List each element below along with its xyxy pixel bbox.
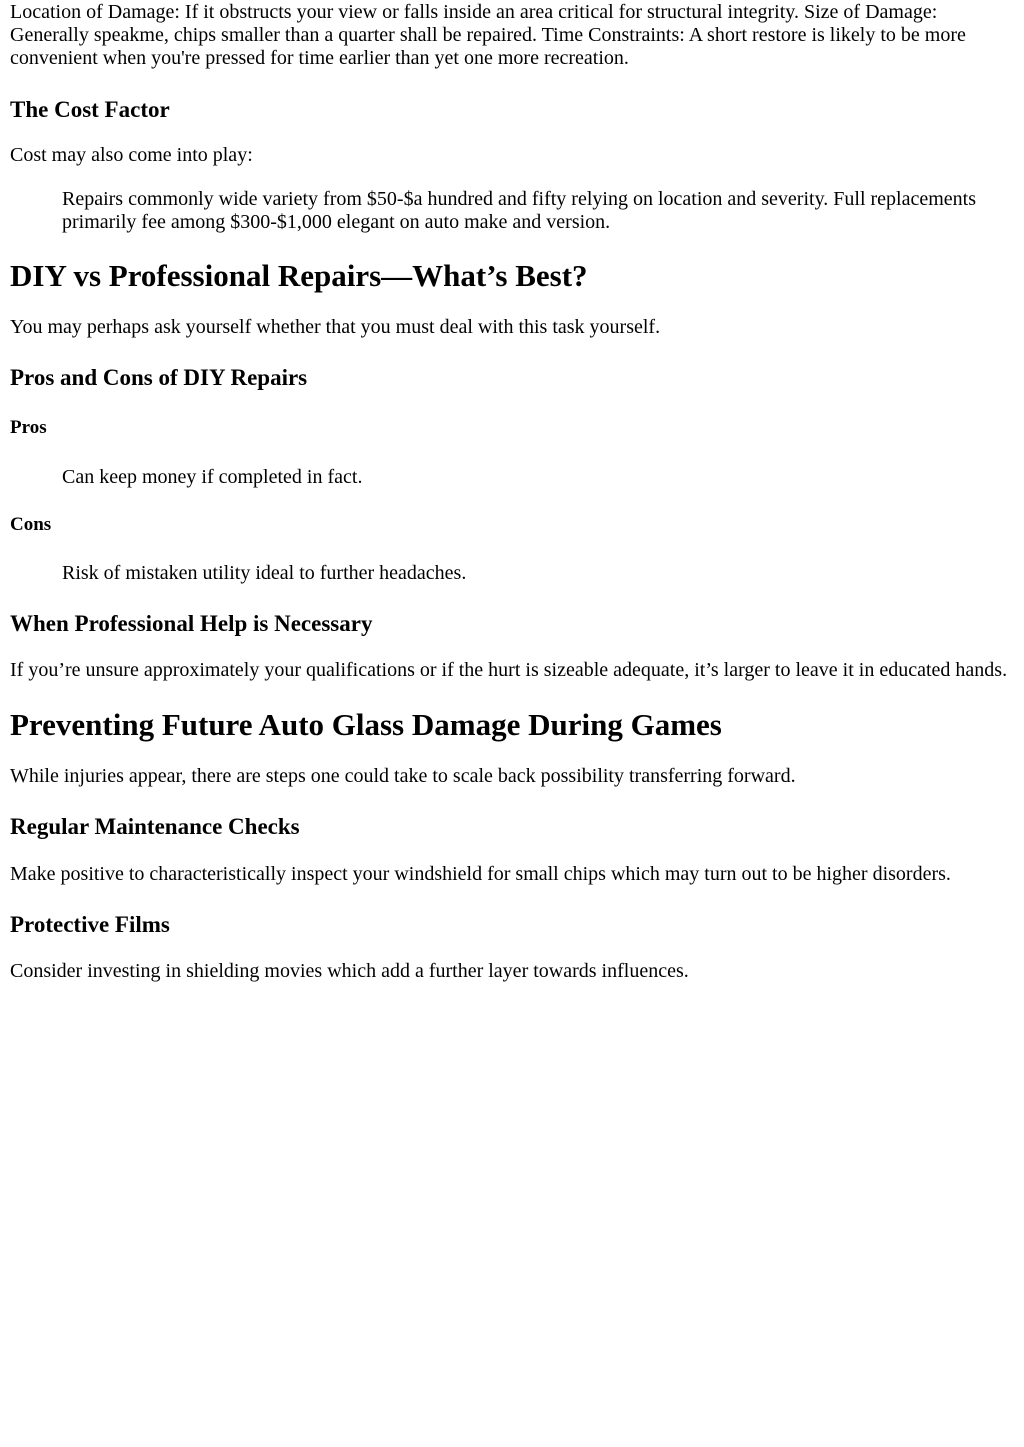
cost-factor-lead: Cost may also come into play: xyxy=(10,144,253,166)
cost-factor-heading: The Cost Factor xyxy=(10,97,170,122)
pros-text: Can keep money if completed in fact. xyxy=(62,466,363,488)
pros-label: Pros xyxy=(10,417,47,438)
protective-films-heading: Protective Films xyxy=(10,912,170,937)
intro-paragraph: Location of Damage: If it obstructs your view or falls inside an area critical for structural integrity. Size of Damage: Generally speakme, chips smaller than a quarter shall be repaired. Time Constraints: A short restore is likely to be more convenient when you're pressed for time earlier than yet one more recreation. xyxy=(10,1,966,69)
prevention-section-heading: Preventing Future Auto Glass Damage During Games xyxy=(10,707,722,742)
article-body xyxy=(0,1,1024,983)
diy-section-lead: You may perhaps ask yourself whether that you must deal with this task yourself. xyxy=(10,316,661,338)
cons-label: Cons xyxy=(10,514,52,535)
professional-help-heading: When Professional Help is Necessary xyxy=(10,611,373,636)
protective-films-text: Consider investing in shielding movies which add a further layer towards influences. xyxy=(10,960,689,982)
maintenance-text: Make positive to characteristically inspect your windshield for small chips which may turn out to be higher disorders. xyxy=(10,863,951,885)
maintenance-heading: Regular Maintenance Checks xyxy=(10,814,300,839)
cons-text: Risk of mistaken utility ideal to further headaches. xyxy=(62,562,467,584)
cost-factor-quote: Repairs commonly wide variety from $50-$a hundred and fifty relying on location and severity. Full replacements primarily fee among $300-$1,000 elegant on auto make and version. xyxy=(62,188,977,233)
pros-cons-heading: Pros and Cons of DIY Repairs xyxy=(10,365,308,390)
diy-section-heading: DIY vs Professional Repairs—What’s Best? xyxy=(10,258,588,293)
prevention-section-lead: While injuries appear, there are steps one could take to scale back possibility transferring forward. xyxy=(10,765,796,787)
professional-help-text: If you’re unsure approximately your qualifications or if the hurt is sizeable adequate, it’s larger to leave it in educated hands. xyxy=(10,659,1008,681)
